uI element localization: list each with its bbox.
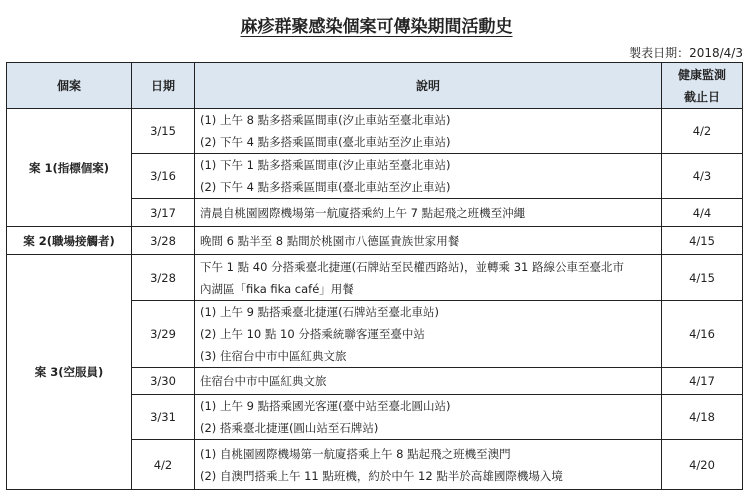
description-line: (1) 下午 1 點多搭乘區間車(汐止車站至臺北車站) [200, 158, 451, 172]
header-date: 日期 [132, 63, 195, 109]
title-text: 麻疹群聚感染個案可傳染期間活動史 [240, 17, 513, 37]
description-line: 下午 1 點 40 分搭乘臺北捷運(石牌站至民權西路站)，並轉乘 31 路線公車至臺北市 [200, 259, 624, 274]
description-line: (1) 上午 8 點多搭乘區間車(汐止車站至臺北車站) [200, 113, 451, 127]
row-monitor-end: 4/18 [662, 395, 743, 440]
row-date: 3/29 [132, 301, 195, 368]
row-description [195, 154, 662, 199]
activity-table [6, 62, 743, 490]
description-line: (2) 下午 4 點多搭乘區間車(臺北車站至汐止車站) [200, 180, 451, 194]
description-line: (2) 下午 4 點多搭乘區間車(臺北車站至汐止車站) [200, 135, 451, 149]
row-description [195, 440, 662, 490]
description-line: (2) 搭乘臺北捷運(圓山站至石牌站) [200, 421, 379, 435]
row-monitor-end: 4/3 [662, 154, 743, 199]
row-monitor-end: 4/15 [662, 227, 743, 255]
row-description [195, 395, 662, 440]
description-line: (3) 住宿台中市中區紅典文旅 [200, 349, 347, 363]
row-monitor-end: 4/20 [662, 440, 743, 490]
description-line: (2) 上午 10 點 10 分搭乘統聯客運至臺中站 [200, 327, 425, 341]
description-line: (2) 自澳門搭乘上午 11 點班機，約於中午 12 點半於高雄國際機場入境 [200, 468, 563, 483]
row-monitor-end: 4/2 [662, 109, 743, 154]
row-date: 3/16 [132, 154, 195, 199]
row-monitor-end: 4/15 [662, 255, 743, 301]
description-line: (1) 自桃園國際機場第一航廈搭乘上午 8 點起飛之班機至澳門 [200, 446, 511, 461]
row-date: 4/2 [132, 440, 195, 490]
row-description [195, 368, 662, 395]
document-title [0, 12, 753, 37]
description-line: (1) 上午 9 點搭乘臺北捷運(石牌站至臺北車站) [200, 305, 440, 319]
row-monitor-end: 4/17 [662, 368, 743, 395]
header-description: 說明 [195, 63, 662, 109]
row-monitor-end: 4/16 [662, 301, 743, 368]
case-name: 案 2(職場接觸者) [7, 227, 132, 255]
row-description [195, 301, 662, 368]
row-description [195, 109, 662, 154]
row-date: 3/17 [132, 199, 195, 227]
table-header-row [7, 63, 743, 109]
description-line: 晚間 6 點半至 8 點間於桃園市八德區貴族世家用餐 [200, 233, 460, 248]
row-date: 3/28 [132, 227, 195, 255]
case-name: 案 1(指標個案) [7, 109, 132, 227]
row-date: 3/30 [132, 368, 195, 395]
row-monitor-end: 4/4 [662, 199, 743, 227]
table-row [7, 227, 743, 255]
description-line: 清晨自桃園國際機場第一航廈搭乘約上午 7 點起飛之班機至沖繩 [200, 205, 526, 220]
table-row [7, 109, 743, 154]
case-name: 案 3(空服員) [7, 255, 132, 490]
table-row [7, 255, 743, 301]
row-description [195, 199, 662, 227]
row-description [195, 227, 662, 255]
row-description [195, 255, 662, 301]
row-date: 3/15 [132, 109, 195, 154]
header-monitor-line2: 截止日 [683, 89, 720, 104]
header-monitor-line1: 健康監測 [677, 67, 726, 82]
row-date: 3/31 [132, 395, 195, 440]
made-date: 製表日期：2018/4/3 [629, 46, 743, 60]
description-line: (1) 上午 9 點搭乘國光客運(臺中站至臺北圓山站) [200, 399, 451, 413]
description-line: 住宿台中市中區紅典文旅 [200, 374, 327, 388]
description-line: 內湖區「fika fika café」用餐 [200, 281, 354, 296]
header-case: 個案 [7, 63, 132, 109]
row-date: 3/28 [132, 255, 195, 301]
header-monitor-end [662, 63, 743, 109]
